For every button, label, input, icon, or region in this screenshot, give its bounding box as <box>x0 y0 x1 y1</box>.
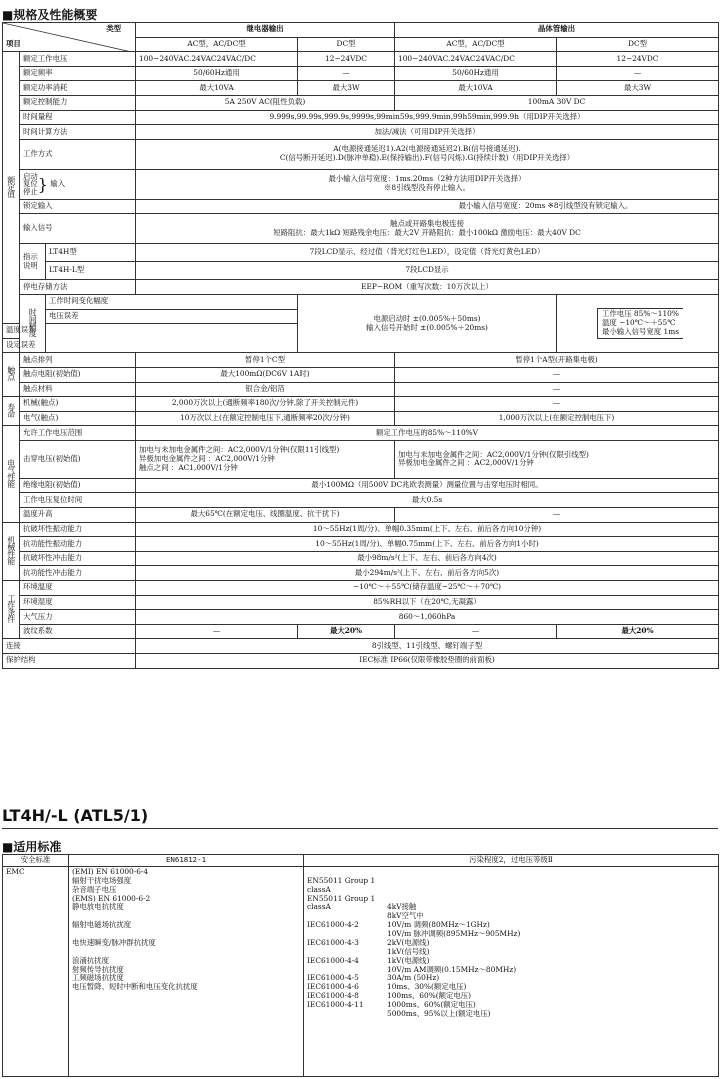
std-header-pollution: 污染程度2，过电压等级Ⅱ <box>304 855 719 867</box>
cell-value: 加电与未加电金属件之间：AC2,000V/1分钟(仅限引线型) 异极加电金属件之间 ：AC2,000V/1分钟 <box>395 440 719 478</box>
row-label: 触点电阻(初始值) <box>20 367 136 382</box>
group-environment: 工作条件 <box>3 581 20 639</box>
relay-ac-type-header: AC型，AC/DC型 <box>136 37 298 52</box>
group-mechanical: 机械性能 <box>3 522 20 580</box>
emc-test-items: (EMI) EN 61000-6-4 辐射干扰电场强度 杂音端子电压 (EMS) EN 61000-6-2 静电放电抗扰度 辐射电磁场抗扰度 电快速瞬变/脉冲群抗扰度 浪涌抗扰度 射频传导抗扰度 工频磁场抗扰度 电压暂降、短时中断和电压变化抗扰度 <box>69 866 304 1076</box>
cell-value: 暂停1个A型(开路集电极) <box>395 353 719 368</box>
cell-value: 最大0.5s <box>136 493 719 508</box>
row-label: 工作电压复位时间 <box>20 493 136 508</box>
start-reset-stop-label: 启动 复位 停止} 输入 <box>20 169 136 199</box>
cell-value: 最小输入信号宽度：20ms ※8引线型没有锁定输入。 <box>136 199 719 214</box>
row-label: 允许工作电压范围 <box>20 426 136 441</box>
cell-value: 银合金/铝箔 <box>136 382 395 397</box>
cell-value: — <box>136 624 298 639</box>
cell-value: — <box>395 397 719 412</box>
cell-value: 100mA 30V DC <box>395 95 719 110</box>
row-label: 工作时间变化幅度 <box>46 294 298 309</box>
row-label: 指示说明 <box>20 244 46 280</box>
model-title: LT4H/-L (ATL5/1) <box>2 806 149 825</box>
cell-value: 最大3W <box>557 81 719 96</box>
cell-value: A(电源接通延迟1).A2(电源接通延迟2).B(信号接通延迟). C(信号断开延迟).D(脉冲单稳).E(保持输出).F(信号闪烁).G(持续计数)（用DIP开关选择） <box>136 139 719 169</box>
cell-value: 额定工作电压的85%～110%V <box>136 426 719 441</box>
cell-value: 7段LCD显示、经过值（背光灯红色LED），设定值（背光灯黄色LED） <box>136 244 719 262</box>
cell-value: 最大10VA <box>136 81 298 96</box>
cell-value: 85%RH以下（在20℃,无凝露） <box>136 595 719 610</box>
std-header-safety: 安全标准 <box>3 855 69 867</box>
relay-dc-type-header: DC型 <box>298 37 395 52</box>
cell-value: — <box>395 382 719 397</box>
cell-value: 860～1,060hPa <box>136 610 719 625</box>
row-label: 抗功能性振动能力 <box>20 537 136 552</box>
cell-value: 5A 250V AC(阻性负载) <box>136 95 395 110</box>
cell-value: — <box>395 508 719 523</box>
row-label: 设定误差 <box>3 338 46 353</box>
cell-value: 12−24VDC <box>298 52 395 67</box>
trans-dc-type-header: DC型 <box>557 37 719 52</box>
emc-standard-codes: EN55011 Group 1 classA EN55011 Group 1 classA IEC61000-4-2 IEC61000-4-3 IEC61000-4-4 IEC61000-4-5 IEC61000-4-6 IEC61000-4-8 IEC61000-4-11 <box>307 875 376 1009</box>
std-header-standard: EN61812-1 <box>69 855 304 867</box>
row-label: 环境湿度 <box>20 595 136 610</box>
timing-conditions: 工作电压 85%～110% 温度 −10℃～＋55℃ 最小输入信号宽度 1ms <box>557 294 719 352</box>
cell-value: 最小294m/s²(上下、左右、前后各方向5次) <box>136 566 719 581</box>
cell-value: −10℃～＋55℃(储存温度−25℃～＋70℃) <box>136 581 719 596</box>
row-label: 停电存储方法 <box>20 280 136 295</box>
row-label: 大气压力 <box>20 610 136 625</box>
cell-value: 8引线型、11引线型、螺钉端子型 <box>136 639 719 654</box>
cell-value: 1,000万次以上(在额定控制电压下) <box>395 411 719 426</box>
cell-value: — <box>395 367 719 382</box>
cell-value: 50/60Hz通用 <box>136 66 298 81</box>
row-label: 锁定输入 <box>20 199 136 214</box>
row-label: 额定工作电压 <box>20 52 136 67</box>
cell-value: 50/60Hz通用 <box>395 66 557 81</box>
row-label: 抗功能性冲击能力 <box>20 566 136 581</box>
row-label: 机械(触点) <box>20 397 136 412</box>
row-label: 波纹系数 <box>20 624 136 639</box>
cell-value: 2,000万次以上(通断频率180次/分钟,除了开关控制元件) <box>136 397 395 412</box>
cell-value: 触点或开路集电极连接 短路阻抗：最大1kΩ 短路残余电压：最大2V 开路阻抗：最小100kΩ 激励电压：最大40V DC <box>136 214 719 244</box>
cell-value: — <box>395 624 557 639</box>
cell-value: 最大3W <box>298 81 395 96</box>
cell-value: IEC标准 IP66(仅限带橡胶垫圈的前面板) <box>136 654 719 669</box>
emc-label: EMC <box>3 866 69 1076</box>
model-label: LT4H型 <box>46 244 136 262</box>
cell-value: — <box>557 66 719 81</box>
cell-value: 100−240VAC.24VAC24VAC/DC <box>136 52 298 67</box>
header-corner-cell <box>3 23 136 52</box>
trans-ac-type-header: AC型，AC/DC型 <box>395 37 557 52</box>
cell-value: 最小98m/s²(上下、左右、前后各方向4次) <box>136 551 719 566</box>
model-title-rule <box>2 828 718 829</box>
model-label: LT4H-L型 <box>46 262 136 280</box>
cell-value: 加法/减法（可用DIP开关选择） <box>136 125 719 140</box>
cell-value: 10～55Hz(1周/分)、单幅0.75mm(上下、左右、前后各方向1小时) <box>136 537 719 552</box>
cell-value: 9.999s,99.99s,999.9s,9999s,99min59s,999.9min,99h59min,999.9h（用DIP开关选择） <box>136 110 719 125</box>
group-timing: 时间精度 <box>20 294 46 352</box>
cell-value: 最小输入信号宽度：1ms.20ms（2种方法用DIP开关选择） ※8引线型没有停止输入。 <box>136 169 719 199</box>
cell-value: 最小100MΩ（用500V DC兆欧表测量）测量位置与击穿电压时相同。 <box>136 478 719 493</box>
row-label: 绝缘电阻(初始值) <box>20 478 136 493</box>
row-label: 温度误差 <box>3 324 46 339</box>
row-label: 电气(触点) <box>20 411 136 426</box>
row-label: 输入信号 <box>20 214 136 244</box>
row-label: 时间计算方法 <box>20 125 136 140</box>
row-label: 击穿电压(初始值) <box>20 440 136 478</box>
row-label: 额定频率 <box>20 66 136 81</box>
cell-value: 最大10VA <box>395 81 557 96</box>
row-label: 抗破坏性振动能力 <box>20 522 136 537</box>
spec-table <box>2 22 719 669</box>
row-label: 环境温度 <box>20 581 136 596</box>
standards-section-title: ■适用标准 <box>2 840 62 854</box>
row-label: 工作方式 <box>20 139 136 169</box>
row-label: 触点材料 <box>20 382 136 397</box>
item-label: 项目 <box>6 39 21 49</box>
cell-value: 100−240VAC.24VAC24VAC/DC <box>395 52 557 67</box>
emc-test-levels: 4kV接触 8kV空气中 10V/m 调频(80MHz～1GHz) 10V/m 脉冲调频(895MHz～905MHz) 2kV(电源线) 1kV(信号线) 1kV(电源线) 10V/m AM调频(0.15MHz～80MHz) 30A/m (50Hz) 10ms、30%(额定电压) 100ms、60%(额定电压) 1000ms、60%(额定电压) 5000ms、95%以上(额定电压) <box>387 902 521 1018</box>
row-label: 抗破坏性冲击能力 <box>20 551 136 566</box>
cell-value: 最大100mΩ(DC6V 1A时) <box>136 367 395 382</box>
cell-value: 加电与未加电金属件之间：AC2,000V/1分钟(仅限11引线型) 异极加电金属件之间 ：AC2,000V/1分钟 触点之间 ：AC1,000V/1分钟 <box>136 440 395 478</box>
group-contact: 触点 <box>3 353 20 397</box>
cell-value: 12−24VDC <box>557 52 719 67</box>
row-label: 额定功率消耗 <box>20 81 136 96</box>
group-rated: 额定值 <box>3 52 20 324</box>
row-label: 触点排列 <box>20 353 136 368</box>
group-electrical: 电气性能 <box>3 426 20 522</box>
cell-value: 10万次以上(在额定控制电压下,通断频率20次/分钟) <box>136 411 395 426</box>
cell-value: — <box>298 66 395 81</box>
row-label: 保护结构 <box>3 654 136 669</box>
spec-section-title: ■规格及性能概要 <box>2 8 98 22</box>
cell-value: EEP−ROM（重写次数：10万次以上） <box>136 280 719 295</box>
standards-table <box>2 854 719 1077</box>
cell-value: 7段LCD显示 <box>136 262 719 280</box>
row-label: 连接 <box>3 639 136 654</box>
cell-value: 最大20% <box>557 624 719 639</box>
cell-value: 10～55Hz(1周/分)、单幅0.35mm(上下、左右、前后各方向10分钟) <box>136 522 719 537</box>
type-label: 类型 <box>106 24 122 33</box>
cell-value: 最大20% <box>298 624 395 639</box>
timing-error-value: 电源启动时 ±(0.005%＋50ms) 输入信号开始时 ±(0.005%＋20ms) <box>298 294 557 352</box>
row-label: 温度升高 <box>20 508 136 523</box>
row-label: 额定控制能力 <box>20 95 136 110</box>
relay-output-header: 继电器输出 <box>136 23 395 38</box>
cell-value: 最大65℃(在额定电压、线圈温度、抗干扰下) <box>136 508 395 523</box>
row-label: 时间量程 <box>20 110 136 125</box>
group-life: 寿命 <box>3 397 20 426</box>
transistor-output-header: 晶体管输出 <box>395 23 719 38</box>
row-label: 电压误差 <box>46 309 298 324</box>
emc-test-specs <box>304 866 719 1076</box>
cell-value: 暂停1个C型 <box>136 353 395 368</box>
